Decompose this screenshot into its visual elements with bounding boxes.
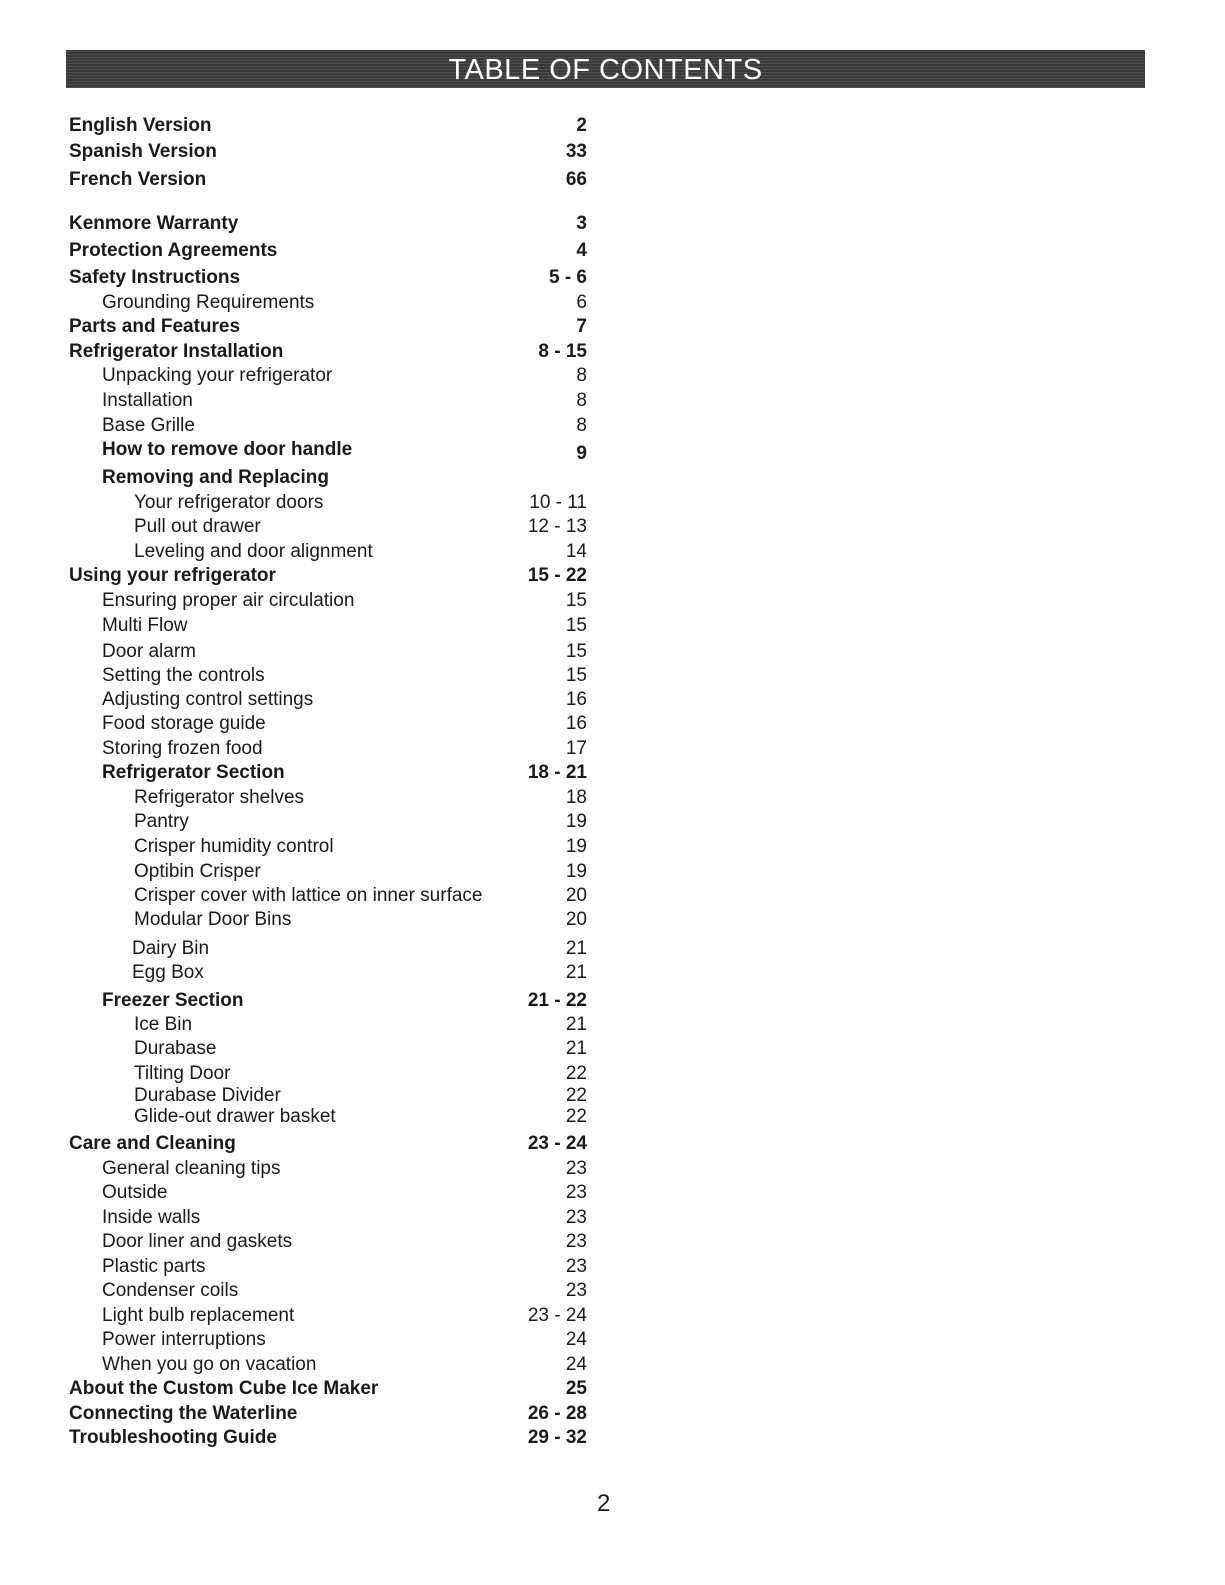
toc-entry-page: 23	[565, 1207, 587, 1228]
toc-entry	[134, 540, 587, 564]
toc-entry	[69, 315, 587, 339]
toc-entry	[69, 266, 587, 290]
toc-entry	[69, 114, 587, 138]
toc-entry	[102, 364, 587, 388]
toc-entry-page: 5 - 6	[548, 267, 587, 288]
toc-entry	[134, 1105, 587, 1129]
toc-entry-label: Power interruptions	[102, 1329, 266, 1350]
toc-entry-label: Care and Cleaning	[69, 1133, 236, 1154]
toc-entry-page: 20	[565, 885, 587, 906]
toc-entry-page: 19	[565, 861, 587, 882]
toc-entry	[69, 1402, 587, 1426]
toc-entry-page: 23	[565, 1280, 587, 1301]
toc-entry	[69, 340, 587, 364]
toc-entry-label: Unpacking your refrigerator	[102, 365, 333, 386]
toc-entry-page: 23	[565, 1158, 587, 1179]
toc-entry	[102, 761, 587, 785]
toc-entry-page: 29 - 32	[527, 1427, 587, 1448]
toc-entry-page: 15	[565, 665, 587, 686]
toc-entry	[134, 515, 587, 539]
toc-entry-label: Grounding Requirements	[102, 292, 315, 313]
toc-entry	[102, 1206, 587, 1230]
toc-entry-page: 23	[565, 1182, 587, 1203]
toc-entry-page: 14	[565, 541, 587, 562]
toc-entry	[69, 168, 587, 192]
toc-entry-label: Safety Instructions	[69, 267, 241, 288]
page-title: TABLE OF CONTENTS	[448, 53, 763, 86]
toc-entry-label: Connecting the Waterline	[69, 1403, 298, 1424]
toc-entry-page: 22	[565, 1085, 587, 1106]
toc-entry-page: 18	[565, 787, 587, 808]
toc-entry-label: General cleaning tips	[102, 1158, 281, 1179]
toc-entry	[69, 212, 587, 236]
toc-entry	[69, 1377, 587, 1401]
toc-entry-label: Protection Agreements	[69, 240, 278, 261]
toc-entry	[102, 1181, 587, 1205]
toc-entry	[102, 640, 587, 664]
toc-entry	[134, 810, 587, 834]
toc-entry	[102, 664, 587, 688]
toc-entry	[134, 884, 587, 908]
toc-entry-label: Removing and Replacing	[102, 467, 329, 488]
toc-entry-page: 23	[565, 1256, 587, 1277]
toc-entry-label: About the Custom Cube Ice Maker	[69, 1378, 379, 1399]
toc-entry-label: When you go on vacation	[102, 1354, 317, 1375]
toc-entry-page: 66	[565, 169, 587, 190]
toc-entry-page: 8	[576, 365, 587, 386]
toc-entry-label: Using your refrigerator	[69, 565, 276, 586]
toc-entry-page: 6	[576, 292, 587, 313]
toc-entry-label: Kenmore Warranty	[69, 213, 239, 234]
toc-entry-label: Condenser coils	[102, 1280, 239, 1301]
toc-entry-label: Door liner and gaskets	[102, 1231, 293, 1252]
toc-entry	[102, 438, 587, 462]
toc-entry	[134, 908, 587, 932]
toc-entry-page: 7	[576, 316, 587, 337]
toc-entry-page: 16	[565, 689, 587, 710]
toc-entry-page: 17	[565, 738, 587, 759]
toc-entry-label: Base Grille	[102, 415, 195, 436]
toc-entry-page: 24	[565, 1354, 587, 1375]
toc-entry-label: Durabase	[134, 1038, 217, 1059]
toc-entry-label: Freezer Section	[102, 990, 244, 1011]
toc-entry-page: 24	[565, 1329, 587, 1350]
toc-entry	[69, 564, 587, 588]
toc-entry	[102, 737, 587, 761]
toc-entry-page: 23 - 24	[527, 1133, 587, 1154]
toc-entry-page: 19	[565, 811, 587, 832]
toc-entry-label: Door alarm	[102, 641, 196, 662]
toc-entry-page: 15	[565, 641, 587, 662]
toc-entry-label: Durabase Divider	[134, 1085, 281, 1106]
toc-entry-page: 21	[565, 1014, 587, 1035]
toc-entry	[102, 414, 587, 438]
toc-entry	[134, 1062, 587, 1086]
toc-entry-label: Dairy Bin	[132, 938, 210, 959]
toc-entry-label: Ice Bin	[134, 1014, 193, 1035]
toc-entry-page: 21	[565, 1038, 587, 1059]
toc-entry-label: Spanish Version	[69, 141, 217, 162]
toc-entry	[102, 389, 587, 413]
toc-entry	[134, 786, 587, 810]
toc-entry-label: Installation	[102, 390, 193, 411]
toc-entry	[134, 937, 587, 961]
toc-entry-page: 9	[576, 443, 587, 464]
page-number: 2	[597, 1490, 611, 1517]
toc-entry-label: Refrigerator Section	[102, 762, 285, 783]
toc-entry	[134, 961, 587, 985]
toc-entry	[134, 491, 587, 515]
toc-entry-page: 25	[565, 1378, 587, 1399]
toc-entry	[102, 1328, 587, 1352]
toc-entry	[69, 1426, 587, 1450]
toc-entry-page: 21	[565, 962, 587, 983]
toc-entry-label: How to remove door handle	[102, 439, 353, 460]
toc-entry-label: Crisper humidity control	[134, 836, 334, 857]
toc-entry	[102, 1230, 587, 1254]
toc-entry-label: English Version	[69, 115, 212, 136]
toc-entry-label: Troubleshooting Guide	[69, 1427, 277, 1448]
toc-entry	[69, 239, 587, 263]
toc-entry-label: Pull out drawer	[134, 516, 261, 537]
toc-entry	[102, 1279, 587, 1303]
toc-entry-label: Tilting Door	[134, 1063, 231, 1084]
toc-entry-page: 3	[576, 213, 587, 234]
toc-entry-page: 15	[565, 615, 587, 636]
toc-entry	[102, 1157, 587, 1181]
toc-entry-label: Setting the controls	[102, 665, 265, 686]
toc-entry-label: Adjusting control settings	[102, 689, 314, 710]
toc-entry-label: Your refrigerator doors	[134, 492, 324, 513]
toc-entry-label: Inside walls	[102, 1207, 201, 1228]
toc-entry-page: 8	[576, 390, 587, 411]
toc-entry-page: 2	[576, 115, 587, 136]
toc-entry-page: 15 - 22	[527, 565, 587, 586]
toc-entry	[102, 688, 587, 712]
toc-entry-page: 8 - 15	[538, 341, 587, 362]
toc-entry-label: Light bulb replacement	[102, 1305, 295, 1326]
toc-entry-page: 10 - 11	[529, 492, 587, 513]
toc-entry-label: Optibin Crisper	[134, 861, 261, 882]
toc-entry	[69, 1132, 587, 1156]
toc-entry-page: 21 - 22	[527, 990, 587, 1011]
toc-entry-page: 33	[565, 141, 587, 162]
toc-entry-label: Storing frozen food	[102, 738, 263, 759]
toc-entry-label: Outside	[102, 1182, 168, 1203]
toc-entry	[102, 712, 587, 736]
toc-entry-label: Pantry	[134, 811, 189, 832]
toc-entry-page: 22	[565, 1063, 587, 1084]
toc-entry-label: Modular Door Bins	[134, 909, 292, 930]
toc-entry-page: 26 - 28	[527, 1403, 587, 1424]
toc-entry-page: 21	[565, 938, 587, 959]
toc-entry-page: 23	[565, 1231, 587, 1252]
toc-entry	[134, 860, 587, 884]
toc-entry	[134, 1037, 587, 1061]
toc-entry-label: French Version	[69, 169, 207, 190]
toc-entry-label: Glide-out drawer basket	[134, 1106, 336, 1127]
toc-entry	[102, 1353, 587, 1377]
toc-entry	[102, 466, 587, 490]
toc-entry-label: Multi Flow	[102, 615, 188, 636]
toc-entry	[69, 140, 587, 164]
toc-entry-label: Food storage guide	[102, 713, 266, 734]
toc-entry	[102, 989, 587, 1013]
toc-entry	[102, 1304, 587, 1328]
toc-entry-page: 15	[565, 590, 587, 611]
toc-entry	[102, 589, 587, 613]
toc-entry	[134, 1013, 587, 1037]
toc-entry-label: Refrigerator shelves	[134, 787, 305, 808]
toc-entry-page: 22	[565, 1106, 587, 1127]
toc-entry-label: Plastic parts	[102, 1256, 206, 1277]
toc-entry-page: 12 - 13	[527, 516, 587, 537]
toc-entry	[102, 614, 587, 638]
toc-entry-label: Leveling and door alignment	[134, 541, 373, 562]
toc-entry-page: 4	[576, 240, 587, 261]
toc-entry-page: 19	[565, 836, 587, 857]
toc-entry-page: 23 - 24	[527, 1305, 587, 1326]
toc-entry-page: 18 - 21	[527, 762, 587, 783]
toc-entry-label: Egg Box	[132, 962, 204, 983]
toc-entry-label: Crisper cover with lattice on inner surface	[134, 885, 483, 906]
toc-entry	[134, 835, 587, 859]
toc-entry	[102, 291, 587, 315]
toc-entry-label: Ensuring proper air circulation	[102, 590, 355, 611]
toc-entry	[102, 1255, 587, 1279]
toc-entry-page: 16	[565, 713, 587, 734]
toc-entry-label: Refrigerator Installation	[69, 341, 284, 362]
toc-entry-page: 20	[565, 909, 587, 930]
toc-entry-label: Parts and Features	[69, 316, 241, 337]
toc-entry-page: 8	[576, 415, 587, 436]
